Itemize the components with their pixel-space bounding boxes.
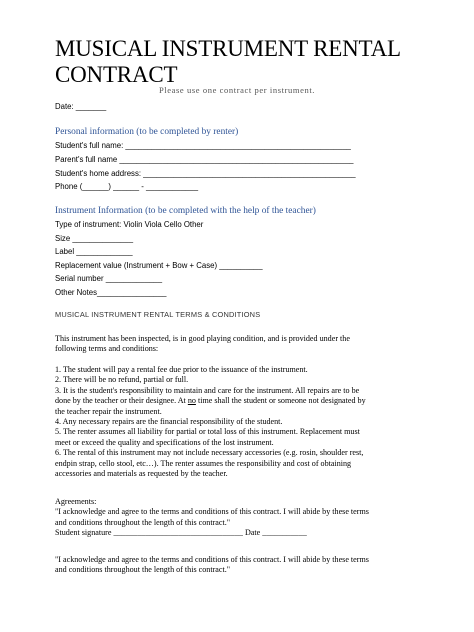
second-acknowledgement — [55, 555, 430, 576]
term-item-1: 1. The student will pay a rental fee due prior to the issuance of the instrument. — [55, 365, 308, 374]
term-item-3-text: time shall the student or someone not designated by — [195, 396, 366, 406]
acknowledgement-line: "I acknowledge and agree to the terms and conditions of this contract. I will abide by these terms — [55, 555, 369, 564]
label-field: Label _____________ — [55, 247, 133, 256]
document-title — [55, 36, 435, 88]
instrument-type-field: Type of instrument: Violin Viola Cello Other — [55, 220, 204, 229]
term-item-5-line: 5. The renter assumes all liability for partial or total loss of this instrument. Replacement must — [55, 427, 360, 437]
term-item-3-text: done by the teacher or their designee. At — [55, 396, 188, 406]
student-signature-line: Student signature ________________________________ Date ___________ — [55, 528, 307, 538]
term-item-6-line: endpin strap, cello stool, etc…). The renter assumes the responsibility and cost of obtaining — [55, 458, 352, 468]
term-item-4: 4. Any necessary repairs are the financial responsibility of the student. — [55, 417, 283, 427]
term-item-3-line: the teacher repair the instrument. — [55, 406, 162, 416]
title-line-2: CONTRACT — [55, 62, 178, 87]
acknowledgement-line: and conditions throughout the length of this contract." — [55, 565, 231, 575]
replacement-value-field: Replacement value (Instrument + Bow + Case) __________ — [55, 261, 263, 270]
other-notes-field: Other Notes________________ — [55, 288, 167, 297]
acknowledgement-line: "I acknowledge and agree to the terms and conditions of this contract. I will abide by these terms — [55, 507, 369, 517]
subtitle: Please use one contract per instrument. — [158, 85, 316, 95]
terms-heading: MUSICAL INSTRUMENT RENTAL TERMS & CONDITIONS — [55, 310, 261, 319]
parent-name-field: Parent's full name ______________________________________________________ — [55, 155, 354, 164]
agreements-heading: Agreements: — [55, 497, 97, 506]
instrument-info-heading: Instrument Information (to be completed with the help of the teacher) — [55, 206, 316, 216]
term-item-3-line: 3. It is the student's responsibility to maintain and care for the instrument. All repairs are to be — [55, 385, 360, 395]
terms-intro-line: following terms and conditions: — [55, 344, 159, 354]
home-address-field: Student's home address: _________________________________________________ — [55, 169, 356, 178]
personal-info-heading: Personal information (to be completed by renter) — [55, 127, 239, 137]
serial-number-field: Serial number _____________ — [55, 274, 163, 283]
acknowledgement-line: and conditions throughout the length of this contract." — [55, 517, 231, 527]
agreements-section — [55, 497, 430, 539]
term-item-5-line: meet or exceed the quality and specifications of the lost instrument. — [55, 437, 274, 447]
terms-list — [55, 365, 430, 479]
title-line-1: MUSICAL INSTRUMENT RENTAL — [55, 36, 401, 61]
term-item-2: 2. There will be no refund, partial or full. — [55, 375, 189, 385]
student-name-field: Student's full name: ____________________________________________________ — [55, 141, 351, 150]
size-field: Size ______________ — [55, 234, 134, 243]
term-item-6-line: 6. The rental of this instrument may not include necessary accessories (e.g. rosin, shoulder rest, — [55, 448, 364, 458]
term-item-3-line — [55, 396, 430, 406]
term-emphasis-no: no — [187, 396, 196, 406]
terms-intro — [55, 334, 430, 355]
terms-intro-line: This instrument has been inspected, is in good playing condition, and is provided under the — [55, 334, 350, 343]
date-field: Date: _______ — [55, 102, 107, 111]
phone-field: Phone (______) ______ - ____________ — [55, 182, 199, 191]
term-item-6-line: accessories and materials as requested by the teacher. — [55, 469, 228, 479]
